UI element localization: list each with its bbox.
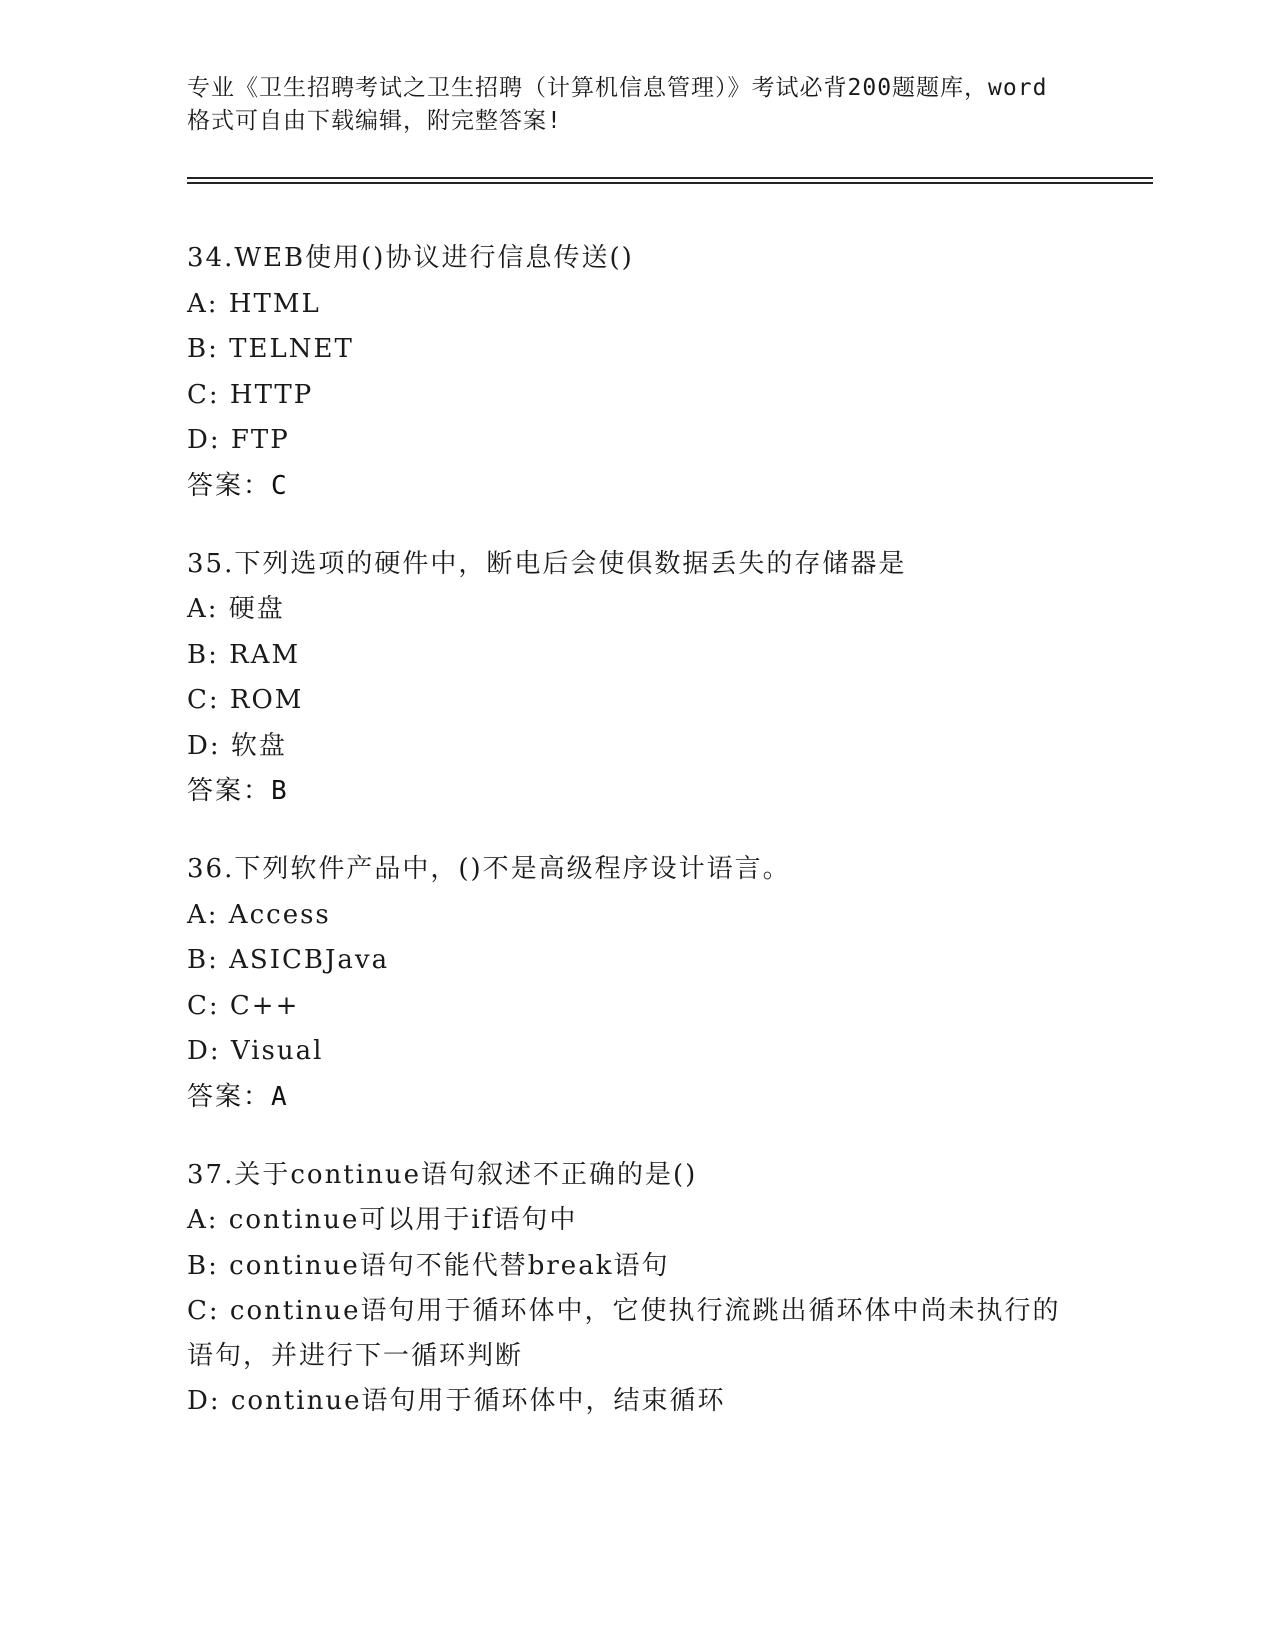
question-34 <box>187 236 1087 508</box>
question-stem: 34.WEB使用()协议进行信息传送() <box>187 243 634 273</box>
option-a: A: 硬盘 <box>187 594 285 624</box>
option-a: A: Access <box>187 899 331 930</box>
option-c-continuation: 语句，并进行下一循环判断 <box>187 1341 524 1371</box>
answer-label: 答案： <box>187 776 272 806</box>
option-d: D: FTP <box>187 425 290 455</box>
question-stem: 37.关于continue语句叙述不正确的是() <box>187 1159 698 1190</box>
answer-line <box>187 1075 1087 1119</box>
answer-value: B <box>271 776 288 806</box>
option-d: D: Visual <box>187 1036 324 1066</box>
question-stem: 36.下列软件产品中，()不是高级程序设计语言。 <box>187 854 791 884</box>
option-d: D: continue语句用于循环体中，结束循环 <box>187 1386 726 1416</box>
option-c: C: C++ <box>187 990 300 1021</box>
option-b: B: RAM <box>187 639 301 670</box>
header-line-2: 格式可自由下载编辑，附完整答案! <box>187 108 562 134</box>
question-list <box>187 236 1087 1459</box>
header-line-1: 专业《卫生招聘考试之卫生招聘（计算机信息管理）》考试必背200题题库，word <box>187 75 1048 101</box>
answer-label: 答案： <box>187 1081 272 1112</box>
question-stem: 35.下列选项的硬件中，断电后会使俱数据丢失的存储器是 <box>187 548 907 579</box>
question-37 <box>187 1153 1087 1425</box>
answer-label: 答案： <box>187 470 272 501</box>
answer-line <box>187 769 1087 813</box>
answer-value: A <box>271 1081 288 1112</box>
question-36 <box>187 847 1087 1119</box>
option-a: A: continue可以用于if语句中 <box>187 1205 578 1235</box>
option-b: B: continue语句不能代替break语句 <box>187 1250 670 1281</box>
option-b: B: ASICBJava <box>187 945 390 975</box>
document-header <box>187 72 1087 138</box>
answer-line <box>187 464 1087 508</box>
option-d: D: 软盘 <box>187 730 287 761</box>
header-divider-top <box>187 177 1153 179</box>
header-divider-bottom <box>187 182 1153 184</box>
answer-value: C <box>271 470 288 501</box>
option-c: C: HTTP <box>187 379 314 410</box>
option-c: C: ROM <box>187 685 304 715</box>
option-a: A: HTML <box>187 288 321 319</box>
question-35 <box>187 542 1087 814</box>
option-b: B: TELNET <box>187 334 354 364</box>
option-c: C: continue语句用于循环体中，它使执行流跳出循环体中尚未执行的 <box>187 1296 1061 1326</box>
